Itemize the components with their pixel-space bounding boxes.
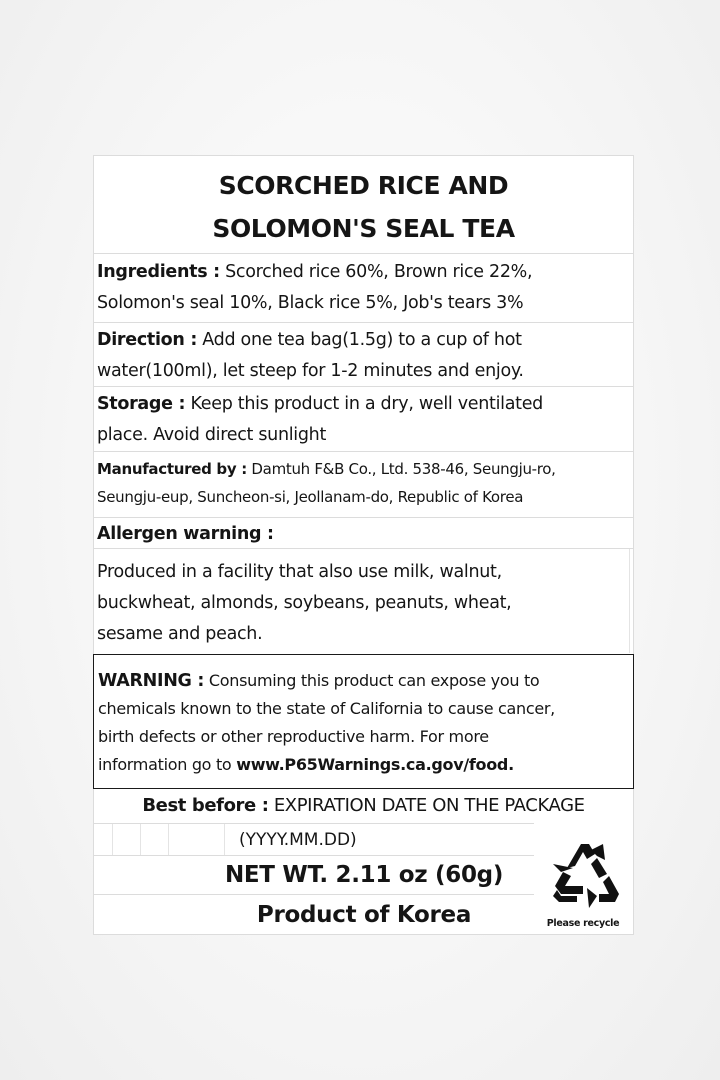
divider <box>94 386 633 387</box>
recycle-icon <box>537 832 629 918</box>
divider <box>94 823 534 824</box>
divider <box>94 451 633 452</box>
divider <box>94 894 534 895</box>
product-title <box>94 164 633 250</box>
storage-label: Storage : <box>97 394 186 414</box>
divider <box>168 824 169 855</box>
warning-label: WARNING : <box>98 671 205 691</box>
storage-line-2: place. Avoid direct sunlight <box>97 425 327 445</box>
ingredients-section <box>97 257 627 319</box>
allergen-heading <box>97 519 627 550</box>
storage-line-1: Keep this product in a dry, well ventilated <box>185 394 543 414</box>
warning-line-4: information go to <box>98 755 237 774</box>
warning-text <box>98 667 628 779</box>
direction-label: Direction : <box>97 330 198 350</box>
divider <box>112 824 113 855</box>
warning-line-1: Consuming this product can expose you to <box>204 671 540 690</box>
net-weight: NET WT. 2.11 oz (60g) <box>224 862 504 888</box>
ingredients-line-2: Solomon's seal 10%, Black rice 5%, Job's tears 3% <box>97 293 524 313</box>
recycle-mark <box>537 832 629 932</box>
product-label <box>93 155 634 935</box>
direction-section <box>97 325 627 387</box>
best-before-section <box>94 793 633 819</box>
warning-line-3: birth defects or other reproductive harm. For more <box>98 727 489 746</box>
divider <box>94 517 633 518</box>
ingredients-label: Ingredients : <box>97 262 220 282</box>
manufacturer-line-1: Damtuh F&B Co., Ltd. 538-46, Seungju-ro, <box>246 460 556 478</box>
allergen-label: Allergen warning : <box>97 524 274 544</box>
direction-line-2: water(100ml), let steep for 1-2 minutes and enjoy. <box>97 361 524 381</box>
warning-url: www.P65Warnings.ca.gov/food. <box>236 755 514 774</box>
best-before-value: EXPIRATION DATE ON THE PACKAGE <box>268 795 585 816</box>
divider <box>140 824 141 855</box>
prop65-warning-box <box>93 654 634 789</box>
date-format: (YYYY.MM.DD) <box>239 830 357 850</box>
direction-line-1: Add one tea bag(1.5g) to a cup of hot <box>197 330 522 350</box>
title-line-1: SCORCHED RICE AND <box>218 171 509 200</box>
divider <box>94 253 633 254</box>
ingredients-line-1: Scorched rice 60%, Brown rice 22%, <box>219 262 533 282</box>
recycle-text: Please recycle <box>546 918 620 929</box>
allergen-line-1: Produced in a facility that also use milk, walnut, <box>97 562 502 582</box>
allergen-section <box>97 557 627 650</box>
divider <box>224 824 225 855</box>
origin: Product of Korea <box>256 902 472 928</box>
manufacturer-label: Manufactured by : <box>97 460 247 478</box>
divider <box>94 855 534 856</box>
title-line-2: SOLOMON'S SEAL TEA <box>212 214 515 243</box>
allergen-line-3: sesame and peach. <box>97 624 263 644</box>
warning-line-2: chemicals known to the state of California to cause cancer, <box>98 699 555 718</box>
manufacturer-line-2: Seungju-eup, Suncheon-si, Jeollanam-do, Republic of Korea <box>97 488 524 506</box>
divider <box>629 549 630 653</box>
divider <box>94 548 633 549</box>
allergen-line-2: buckwheat, almonds, soybeans, peanuts, wheat, <box>97 593 512 613</box>
best-before-label: Best before : <box>142 795 269 816</box>
manufacturer-section <box>97 455 627 511</box>
divider <box>94 322 633 323</box>
storage-section <box>97 389 627 451</box>
